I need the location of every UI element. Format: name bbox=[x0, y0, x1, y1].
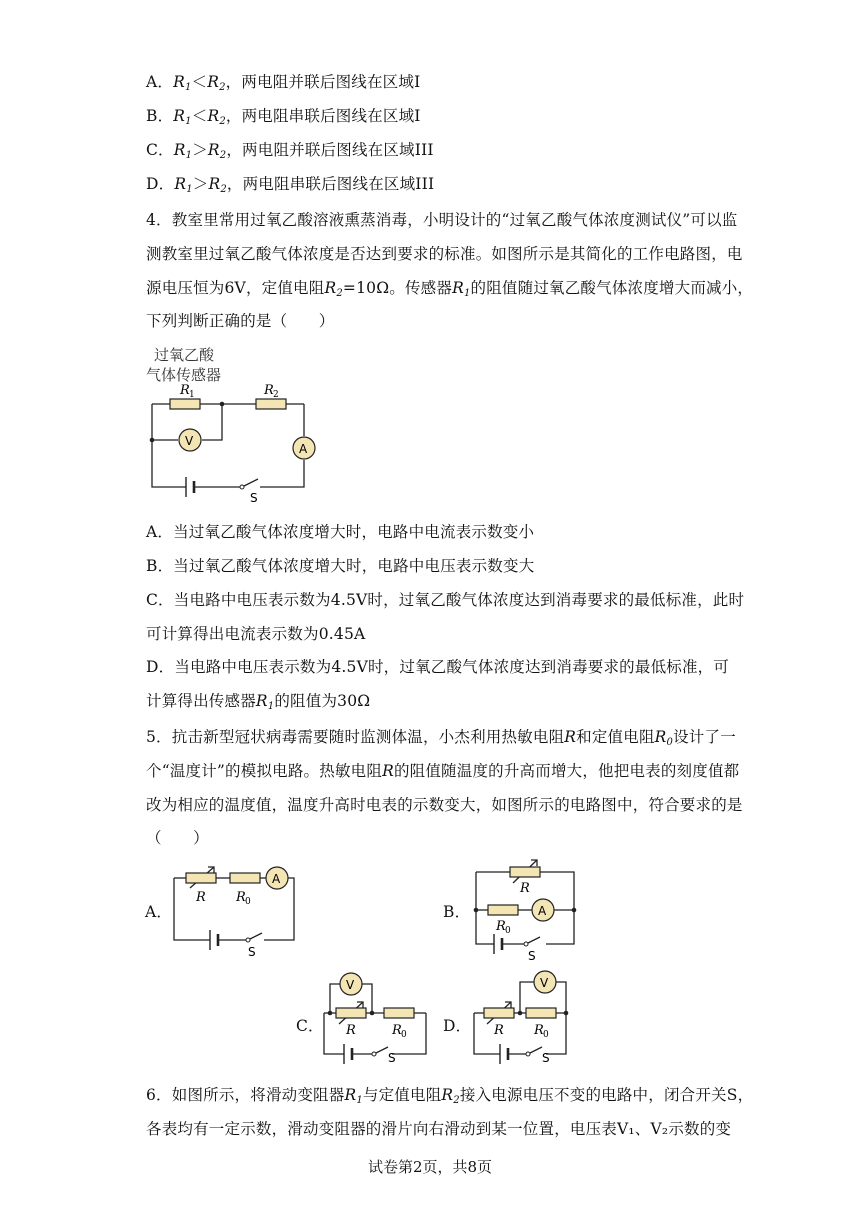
symbol-r: R bbox=[344, 1086, 357, 1104]
svg-text:R: R bbox=[534, 1023, 544, 1038]
q4-stem-line3 bbox=[146, 278, 753, 304]
symbol-r: R bbox=[324, 279, 337, 297]
symbol-r: R bbox=[255, 692, 268, 710]
resistor-r1 bbox=[170, 399, 200, 409]
label-r1: R bbox=[180, 383, 190, 398]
resistor-r2 bbox=[256, 399, 286, 409]
q4-circuit-diagram bbox=[140, 340, 330, 505]
q4-option-d-line1: D．当电路中电压表示数为4.5V时，过氧乙酸气体浓度达到消毒要求的最低标准，可 bbox=[146, 658, 730, 676]
label-voltmeter: V bbox=[185, 434, 194, 448]
text: 源电压恒为6V，定值电阻 bbox=[146, 279, 325, 297]
symbol-r: R bbox=[207, 107, 220, 125]
subscript: 1 bbox=[185, 150, 193, 161]
text: 个“温度计”的模拟电路。热敏电阻 bbox=[146, 762, 383, 780]
q5-option-b-label: B． bbox=[443, 903, 471, 921]
symbol-r: R bbox=[564, 728, 577, 746]
svg-text:0: 0 bbox=[505, 926, 511, 936]
subscript: 1 bbox=[184, 82, 192, 93]
q4-stem-line2: 测教室里过氧乙酸气体浓度是否达到要求的标准。如图所示是其简化的工作电路图，电 bbox=[146, 245, 743, 263]
subscript: 1 bbox=[356, 1095, 363, 1106]
junction-dot bbox=[150, 438, 155, 443]
subscript: 2 bbox=[336, 288, 343, 299]
q5-stem-line3: 改为相应的温度值，温度升高时电表的示数变大，如图所示的电路图中，符合要求的是 bbox=[146, 796, 743, 814]
junction-dot bbox=[220, 402, 225, 407]
symbol-r: R bbox=[452, 279, 464, 297]
svg-text:0: 0 bbox=[245, 897, 251, 907]
text: 设计了一 bbox=[673, 728, 736, 746]
symbol-r: R bbox=[174, 175, 187, 193]
svg-text:S: S bbox=[388, 1051, 396, 1065]
label-ammeter: A bbox=[299, 442, 308, 456]
text: 的阻值为30Ω bbox=[274, 692, 371, 710]
subscript: 1 bbox=[267, 701, 275, 712]
relation: ＞ bbox=[192, 175, 209, 193]
switch-contact bbox=[240, 485, 244, 489]
svg-text:S: S bbox=[248, 945, 256, 959]
label-r2-sub: 2 bbox=[273, 390, 279, 400]
q3-option-a bbox=[146, 72, 420, 98]
relation: ＞ bbox=[192, 141, 208, 159]
text: 6．如图所示，将滑动变阻器 bbox=[146, 1086, 345, 1104]
option-letter: B． bbox=[146, 107, 174, 125]
svg-text:0: 0 bbox=[543, 1030, 549, 1040]
option-text: ，两电阻串联后图线在区域I bbox=[225, 107, 421, 125]
q4-option-b: B．当过氧乙酸气体浓度增大时，电路中电压表示数变大 bbox=[146, 557, 535, 575]
q5-option-a-label: A． bbox=[145, 903, 173, 921]
subscript: 1 bbox=[186, 184, 193, 195]
svg-text:A: A bbox=[272, 872, 281, 886]
symbol-r: R bbox=[173, 107, 186, 125]
subscript: 1 bbox=[185, 116, 192, 127]
svg-text:S: S bbox=[542, 1051, 550, 1065]
svg-text:V: V bbox=[540, 976, 549, 990]
text: 和定值电阻 bbox=[576, 728, 655, 746]
q5-circuit-c bbox=[316, 966, 436, 1066]
svg-text:R: R bbox=[494, 1023, 504, 1038]
symbol-r: R bbox=[207, 141, 220, 159]
q4-option-c-line2: 可计算得出电流表示数为0.45A bbox=[146, 625, 366, 643]
symbol-r: R bbox=[173, 141, 186, 159]
q4-stem-line4: 下列判断正确的是（ ） bbox=[146, 312, 335, 330]
relation: ＜ bbox=[191, 107, 208, 125]
q3-option-b bbox=[146, 106, 421, 132]
q3-option-d bbox=[146, 174, 434, 200]
svg-text:S: S bbox=[528, 949, 536, 963]
q5-circuit-d bbox=[466, 966, 586, 1066]
svg-text:V: V bbox=[346, 978, 355, 992]
q5-circuit-b bbox=[466, 856, 586, 966]
q5-stem-line2 bbox=[146, 761, 739, 781]
symbol-r: R bbox=[207, 73, 220, 91]
text: =10Ω。传感器 bbox=[342, 279, 453, 297]
q4-option-c-line1: C．当电路中电压表示数为4.5V时，过氧乙酸气体浓度达到消毒要求的最低标准，此时 bbox=[146, 591, 745, 609]
q6-stem-line1 bbox=[146, 1085, 753, 1111]
symbol-r: R bbox=[173, 73, 185, 91]
svg-text:R: R bbox=[496, 919, 506, 934]
q5-option-c-label: C． bbox=[296, 1017, 324, 1035]
option-letter: A． bbox=[146, 73, 174, 91]
wires bbox=[152, 404, 304, 487]
subscript: 2 bbox=[453, 1095, 460, 1106]
q3-option-c bbox=[146, 140, 434, 166]
q4-option-a: A．当过氧乙酸气体浓度增大时，电路中电流表示数变小 bbox=[146, 523, 535, 541]
text: 的阻值随温度的升高而增大，他把电表的刻度值都 bbox=[393, 762, 740, 780]
relation: ＜ bbox=[191, 73, 208, 91]
text: 5．抗击新型冠状病毒需要随时监测体温，小杰利用热敏电阻 bbox=[146, 728, 565, 746]
label-r1-sub: 1 bbox=[189, 390, 195, 400]
q5-option-d-label: D． bbox=[443, 1017, 472, 1035]
text: 计算得出传感器 bbox=[146, 692, 256, 710]
svg-text:R: R bbox=[392, 1023, 402, 1038]
svg-text:R: R bbox=[520, 881, 530, 896]
q5-stem-line4: （ ） bbox=[146, 829, 209, 847]
svg-text:R: R bbox=[236, 890, 246, 905]
text: 接入电源电压不变的电路中，闭合开关S， bbox=[459, 1086, 754, 1104]
label-switch: S bbox=[250, 491, 258, 505]
sensor-title-line1: 过氧乙酸 bbox=[154, 347, 215, 364]
symbol-r: R bbox=[382, 762, 394, 780]
symbol-r: R bbox=[208, 175, 221, 193]
label-r2: R bbox=[264, 383, 274, 398]
subscript: 2 bbox=[219, 150, 227, 161]
q5-circuit-a bbox=[168, 864, 300, 960]
svg-text:0: 0 bbox=[401, 1030, 407, 1040]
q4-option-d-line2 bbox=[146, 691, 370, 717]
q6-stem-line2: 各表均有一定示数，滑动变阻器的滑片向右滑动到某一位置，电压表V₁、V₂示数的变 bbox=[146, 1120, 732, 1138]
option-letter: C． bbox=[146, 141, 174, 159]
q5-stem-line1 bbox=[146, 727, 736, 753]
option-text: ，两电阻并联后图线在区域III bbox=[226, 141, 434, 159]
option-text: ，两电阻串联后图线在区域III bbox=[226, 175, 435, 193]
text: 与定值电阻 bbox=[362, 1086, 442, 1104]
svg-text:R: R bbox=[346, 1023, 356, 1038]
text: 的阻值随过氧乙酸气体浓度增大而减小， bbox=[470, 279, 754, 297]
symbol-r: R bbox=[654, 728, 667, 746]
subscript: 2 bbox=[219, 82, 226, 93]
page-footer: 试卷第2页，共8页 bbox=[367, 1158, 493, 1176]
option-letter: D． bbox=[146, 175, 175, 193]
svg-text:R: R bbox=[196, 890, 206, 905]
q4-stem-line1: 4．教室里常用过氧乙酸溶液熏蒸消毒，小明设计的“过氧乙酸气体浓度测试仪”可以监 bbox=[146, 211, 738, 229]
sensor-title-line2: 气体传感器 bbox=[146, 367, 222, 384]
subscript: 2 bbox=[220, 184, 227, 195]
option-text: ，两电阻并联后图线在区域I bbox=[225, 73, 421, 91]
subscript: 0 bbox=[666, 737, 674, 748]
subscript: 1 bbox=[463, 288, 471, 299]
symbol-r: R bbox=[441, 1086, 454, 1104]
subscript: 2 bbox=[219, 116, 226, 127]
svg-text:A: A bbox=[538, 904, 547, 918]
